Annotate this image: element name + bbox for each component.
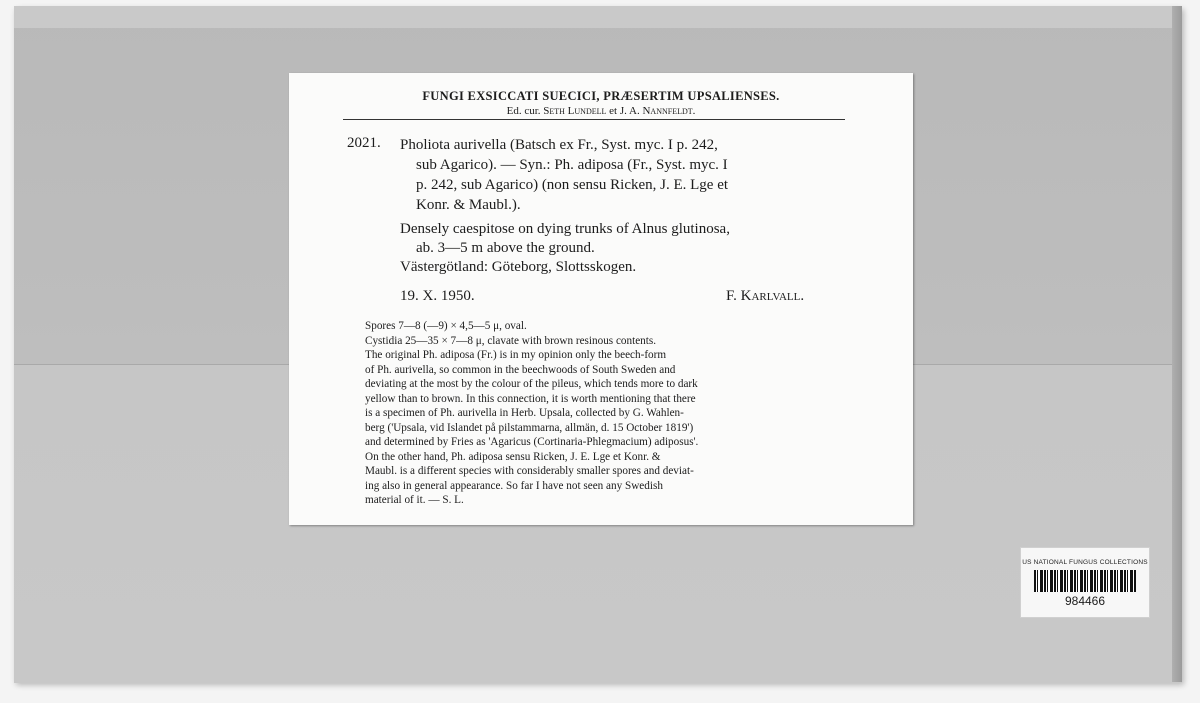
- notes-line: Spores 7—8 (—9) × 4,5—5 μ, oval.: [365, 320, 527, 332]
- collector-name: F. Karlvall.: [726, 288, 805, 304]
- barcode-icon: [1034, 570, 1136, 592]
- editors-join: et: [606, 105, 620, 117]
- series-title: FUNGI EXSICCATI SUECICI, PRÆSERTIM UPSALIENSES.: [422, 89, 780, 103]
- notes-line: ing also in general appearance. So far I have not seen any Swedish: [365, 479, 663, 492]
- habitat-block: [400, 220, 860, 277]
- notes-line: Cystidia 25—35 × 7—8 μ, clavate with brown resinous contents.: [365, 334, 657, 347]
- exsiccata-number: 2021.: [347, 135, 381, 151]
- notes-line: berg ('Upsala, vid Islandet på pilstammarna, allmän, d. 15 October 1819'): [365, 421, 694, 434]
- notes-line: yellow than to brown. In this connection, it is worth mentioning that there: [365, 392, 696, 405]
- notes-block: [365, 319, 865, 508]
- packet-side-shadow: [1172, 6, 1182, 682]
- locality-line: Västergötland: Göteborg, Slottsskogen.: [400, 259, 637, 275]
- editor-2: J. A. Nannfeldt.: [619, 105, 696, 117]
- barcode-sticker: [1020, 547, 1150, 618]
- taxon-line: Pholiota aurivella (Batsch ex Fr., Syst. myc. I p. 242,: [400, 137, 718, 153]
- packet-top-edge: [14, 6, 1182, 28]
- notes-line: On the other hand, Ph. adiposa sensu Ricken, J. E. Lge et Konr. &: [365, 450, 661, 463]
- habitat-line: ab. 3—5 m above the ground.: [416, 240, 595, 256]
- editor-1: Seth Lundell: [543, 105, 607, 117]
- notes-line: Maubl. is a different species with considerably smaller spores and deviat-: [365, 465, 694, 477]
- notes-line: is a specimen of Ph. aurivella in Herb. Upsala, collected by G. Wahlen-: [365, 407, 684, 419]
- taxon-line: Konr. & Maubl.).: [416, 197, 521, 213]
- barcode-number: 984466: [1064, 594, 1106, 608]
- editors-line: [289, 105, 913, 117]
- editors-prefix: Ed. cur.: [506, 105, 544, 117]
- taxon-line: p. 242, sub Agarico) (non sensu Ricken, J. E. Lge et: [416, 177, 729, 193]
- taxon-block: [400, 135, 852, 215]
- notes-line: and determined by Fries as 'Agaricus (Cortinaria-Phlegmacium) adiposus'.: [365, 436, 699, 448]
- taxon-line: sub Agarico). — Syn.: Ph. adiposa (Fr., Syst. myc. I: [416, 157, 728, 173]
- notes-line: deviating at the most by the colour of the pileus, which tends more to dark: [365, 378, 698, 390]
- notes-line: material of it. — S. L.: [365, 494, 464, 506]
- barcode-institution: US NATIONAL FUNGUS COLLECTIONS: [1022, 559, 1148, 566]
- collection-date: 19. X. 1950.: [400, 288, 475, 304]
- exsiccata-label: [289, 73, 913, 525]
- notes-line: of Ph. aurivella, so common in the beechwoods of South Sweden and: [365, 363, 676, 376]
- habitat-line: Densely caespitose on dying trunks of Alnus glutinosa,: [400, 221, 730, 237]
- notes-line: The original Ph. adiposa (Fr.) is in my opinion only the beech-form: [365, 349, 667, 361]
- header-rule: [343, 119, 845, 120]
